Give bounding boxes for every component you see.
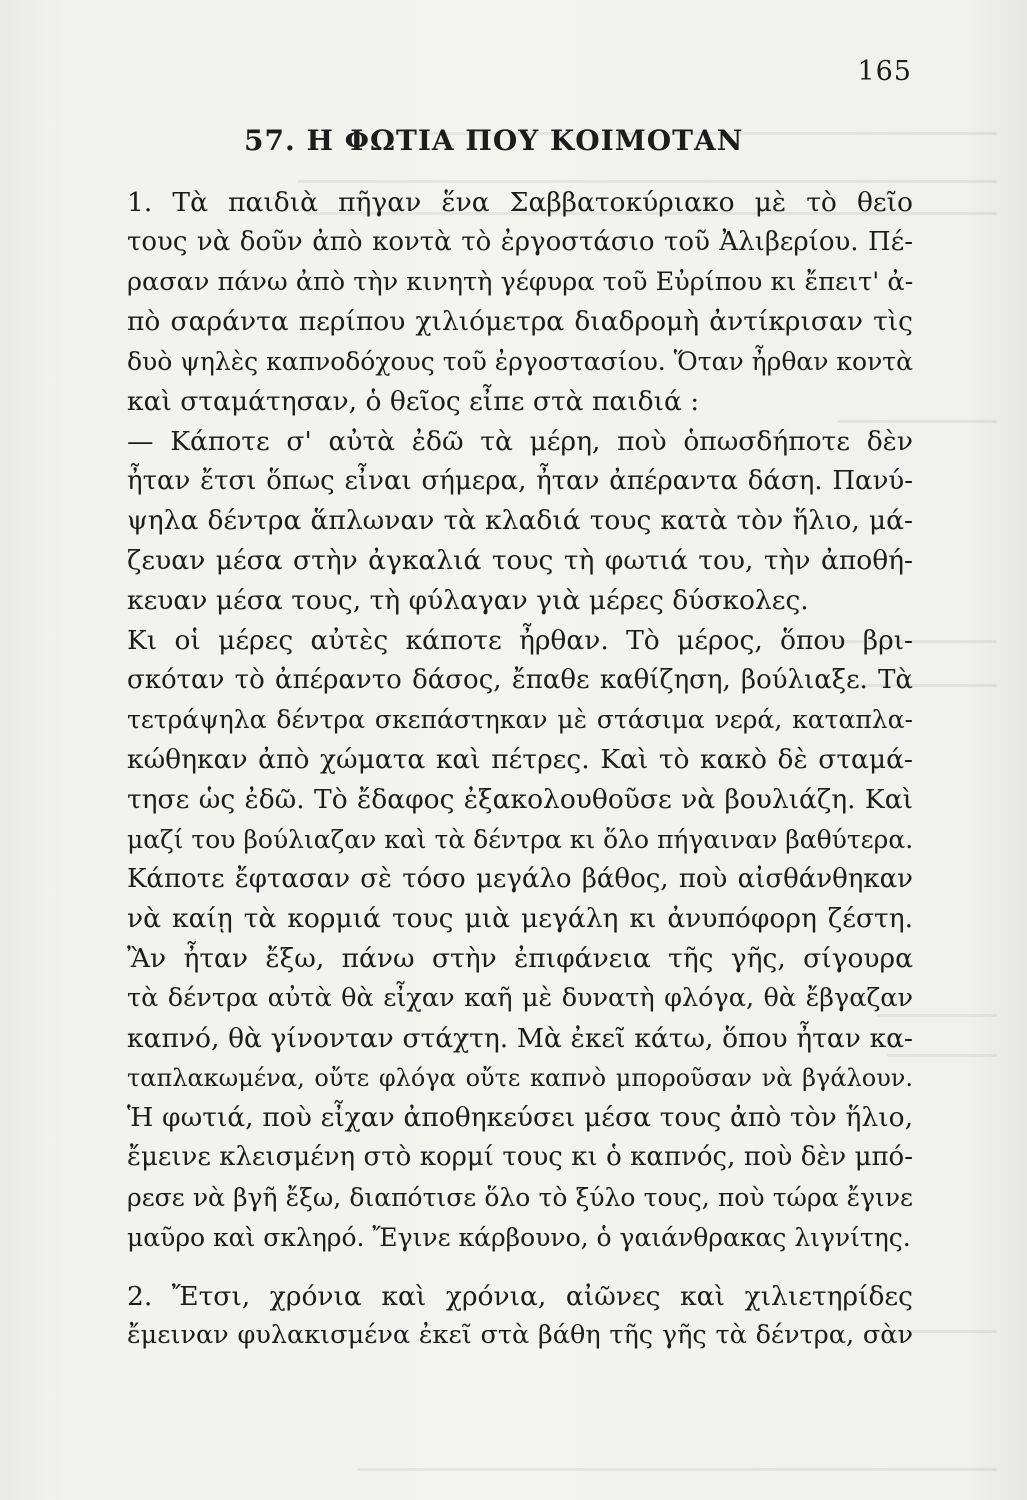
page-number: 165 [857, 56, 912, 87]
text-line: καπνό, θὰ γίνονταν στάχτη. Μὰ ἐκεῖ κάτω, ὅπου ἦταν κα- [127, 1022, 913, 1054]
text-line: νὰ καίῃ τὰ κορμιά τους μιὰ μεγάλη κι ἀνυπόφορη ζέστη. [127, 903, 913, 935]
text-line: ἔμεινε κλεισμένη στὸ κορμί τους κι ὁ καπνός, ποὺ δὲν μπό- [127, 1142, 913, 1173]
text-line: καὶ σταμάτησαν, ὁ θεῖος εἶπε στὰ παιδιά : [127, 385, 700, 417]
text-line: ρασαν πάνω ἀπὸ τὴν κινητὴ γέφυρα τοῦ Εὐρίπου κι ἔπειτ' ἀ- [127, 266, 914, 297]
text-line: μαῦρο καὶ σκληρό. Ἔγινε κάρβουνο, ὁ γαιάνθρακας λιγνίτης. [127, 1222, 911, 1252]
text-line: ἔμειναν φυλακισμένα ἐκεῖ στὰ βάθη τῆς γῆς τὰ δέντρα, σὰν [127, 1320, 913, 1351]
text-line: 1. Τὰ παιδιὰ πῆγαν ἕνα Σαββατοκύριακο μὲ τὸ θεῖο [127, 187, 913, 218]
text-line: πὸ σαράντα περίπου χιλιόμετρα διαδρομὴ ἀντίκρισαν τὶς [127, 306, 913, 338]
text-line: τησε ὡς ἐδῶ. Τὸ ἔδαφος ἐξακολουθοῦσε νὰ βουλιάζη. Καὶ [127, 783, 913, 815]
text-line: σκόταν τὸ ἀπέραντο δάσος, ἔπαθε καθίζηση, βούλιαξε. Τὰ [127, 664, 913, 695]
text-line: ταπλακωμένα, οὔτε φλόγα οὔτε καπνὸ μποροῦσαν νὰ βγάλουν. [127, 1063, 913, 1092]
text-line: τὰ δέντρα αὐτὰ θὰ εἶχαν καῆ μὲ δυνατὴ φλόγα, θὰ ἔβγαζαν [127, 982, 913, 1013]
text-line: ζευαν μέσα στὴν ἀγκαλιά τους τὴ φωτιά του, τὴν ἀποθή- [127, 545, 913, 577]
text-line: τους νὰ δοῦν ἀπὸ κοντὰ τὸ ἐργοστάσιο τοῦ Ἀλιβερίου. Πέ- [127, 226, 913, 257]
text-line: κευαν μέσα τους, τὴ φύλαγαν γιὰ μέρες δύσκολες. [127, 584, 809, 616]
text-line: Ἂν ἦταν ἔξω, πάνω στὴν ἐπιφάνεια τῆς γῆς, σίγουρα [127, 943, 913, 975]
text-line: κώθηκαν ἀπὸ χώματα καὶ πέτρες. Καὶ τὸ κακὸ δὲ σταμά- [127, 744, 913, 776]
text-line: ψηλα δέντρα ἅπλωναν τὰ κλαδιά τους κατὰ τὸν ἥλιο, μά- [127, 505, 913, 537]
text-line: — Κάποτε σ' αὐτὰ ἐδῶ τὰ μέρη, ποὺ ὁπωσδήποτε δὲν [127, 425, 913, 457]
text-line: δυὸ ψηλὲς καπνοδόχους τοῦ ἐργοστασίου. Ὅταν ἦρθαν κοντὰ [127, 347, 913, 377]
paragraph-gap [127, 1258, 913, 1277]
text-line: μαζί του βούλιαζαν καὶ τὰ δέντρα κι ὅλο πήγαιναν βαθύτερα. [127, 824, 914, 854]
text-line: Κι οἱ μέρες αὐτὲς κάποτε ἦρθαν. Τὸ μέρος, ὅπου βρι- [127, 624, 913, 656]
text-line: 2. Ἔτσι, χρόνια καὶ χρόνια, αἰῶνες καὶ χιλιετηρίδες [127, 1280, 913, 1312]
text-line: Κάποτε ἔφτασαν σὲ τόσο μεγάλο βάθος, ποὺ αἰσθάνθηκαν [127, 863, 913, 894]
text-line: ρεσε νὰ βγῆ ἔξω, διαπότισε ὅλο τὸ ξύλο τους, ποὺ τώρα ἔγινε [127, 1182, 913, 1212]
body-text [127, 183, 913, 1356]
chapter-title: 57. Η ΦΩΤΙΑ ΠΟΥ ΚΟΙΜΟΤΑΝ [244, 124, 744, 157]
text-line: τετράψηλα δέντρα σκεπάστηκαν μὲ στάσιμα νερά, καταπλα- [127, 705, 913, 735]
text-line: Ἡ φωτιά, ποὺ εἶχαν ἀποθηκεύσει μέσα τους ἀπὸ τὸν ἥλιο, [127, 1102, 913, 1134]
show-through-line [357, 1468, 997, 1471]
text-line: ἦταν ἔτσι ὅπως εἶναι σήμερα, ἦταν ἀπέραντα δάση. Πανύ- [127, 465, 913, 496]
